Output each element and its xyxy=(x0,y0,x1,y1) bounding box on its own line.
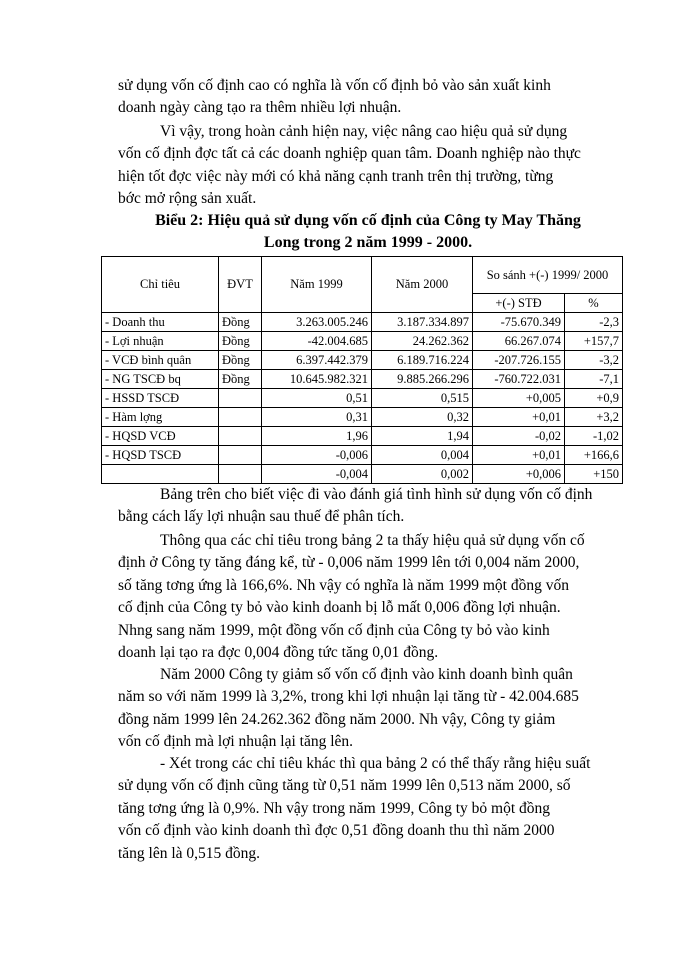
paragraph-4 xyxy=(118,530,618,664)
table-caption xyxy=(118,210,618,254)
row-diff: -207.726.155 xyxy=(473,351,565,370)
row-label: - HQSD VCĐ xyxy=(102,427,219,446)
row-unit xyxy=(219,465,262,484)
row-diff: +0,01 xyxy=(473,408,565,427)
text-line: số tăng tơng ứng là 166,6%. Nh vậy có nghĩa là năm 1999 một đồng vốn xyxy=(118,576,569,594)
table-row xyxy=(102,446,623,465)
text-line: Nhng sang năm 1999, một đồng vốn cố định của Công ty bỏ vào kinh xyxy=(118,621,550,639)
row-1999: 3.263.005.246 xyxy=(262,313,372,332)
row-2000: 1,94 xyxy=(372,427,473,446)
text-line: đồng năm 1999 lên 24.262.362 đồng năm 2000. Nh vậy, Công ty giảm xyxy=(118,710,556,728)
text-line: vốn cố định vào kinh doanh thì đợc 0,51 đồng doanh thu thì năm 2000 xyxy=(118,822,555,840)
table-row xyxy=(102,332,623,351)
row-pct: -7,1 xyxy=(565,370,623,389)
text-line: Năm 2000 Công ty giảm số vốn cố định vào kinh doanh bình quân xyxy=(160,666,573,683)
row-pct: +150 xyxy=(565,465,623,484)
fixed-capital-efficiency-table xyxy=(101,256,623,484)
table-row xyxy=(102,427,623,446)
row-2000: 3.187.334.897 xyxy=(372,313,473,332)
table-row xyxy=(102,313,623,332)
row-unit: Đồng xyxy=(219,370,262,389)
table-row xyxy=(102,389,623,408)
row-unit xyxy=(219,446,262,465)
text-line: bớc mở rộng sản xuất. xyxy=(118,190,257,208)
text-line: tăng tơng ứng là 0,9%. Nh vậy trong năm 1999, Công ty bỏ một đồng xyxy=(118,799,551,817)
header-diff: +(-) STĐ xyxy=(473,294,565,313)
text-line: hiện tốt đợc việc này mới có khả năng cạnh tranh trên thị trường, từng xyxy=(118,167,554,185)
row-2000: 9.885.266.296 xyxy=(372,370,473,389)
text-line: cố định của Công ty bỏ vào kinh doanh bị lỗ mất 0,006 đồng lợi nhuận. xyxy=(118,599,561,617)
text-line: vốn cố định đợc tất cả các doanh nghiệp quan tâm. Doanh nghiệp nào thực xyxy=(118,145,581,163)
caption-line: Biểu 2: Hiệu quả sử dụng vốn cố định của Công ty May Thăng xyxy=(155,212,581,229)
row-2000: 0,002 xyxy=(372,465,473,484)
text-line: - Xét trong các chỉ tiêu khác thì qua bảng 2 có thể thấy rằng hiệu suất xyxy=(160,755,591,772)
table-row xyxy=(102,465,623,484)
row-label: - HQSD TSCĐ xyxy=(102,446,219,465)
row-1999: 0,31 xyxy=(262,408,372,427)
row-label: - HSSD TSCĐ xyxy=(102,389,219,408)
text-line: sử dụng vốn cố định cao có nghĩa là vốn cố định bỏ vào sản xuất kinh xyxy=(118,77,551,94)
row-label: - Doanh thu xyxy=(102,313,219,332)
row-pct: +0,9 xyxy=(565,389,623,408)
header-year-2000: Năm 2000 xyxy=(372,257,473,313)
row-1999: -0,006 xyxy=(262,446,372,465)
table-row xyxy=(102,351,623,370)
text-line: Thông qua các chỉ tiêu trong bảng 2 ta thấy hiệu quả sử dụng vốn cố xyxy=(160,532,585,549)
row-diff: +0,01 xyxy=(473,446,565,465)
row-2000: 0,32 xyxy=(372,408,473,427)
row-unit: Đồng xyxy=(219,313,262,332)
text-line: sử dụng vốn cố định cũng tăng từ 0,51 năm 1999 lên 0,513 năm 2000, số xyxy=(118,777,571,795)
header-year-1999: Năm 1999 xyxy=(262,257,372,313)
text-line: bằng cách lấy lợi nhuận sau thuế để phân tích. xyxy=(118,508,405,526)
row-pct: +157,7 xyxy=(565,332,623,351)
text-line: Bảng trên cho biết việc đi vào đánh giá tình hình sử dụng vốn cố định xyxy=(160,486,593,503)
row-diff: 66.267.074 xyxy=(473,332,565,351)
row-2000: 0,515 xyxy=(372,389,473,408)
row-1999: 1,96 xyxy=(262,427,372,446)
row-unit: Đồng xyxy=(219,332,262,351)
row-1999: 6.397.442.379 xyxy=(262,351,372,370)
row-label: - NG TSCĐ bq xyxy=(102,370,219,389)
row-pct: +166,6 xyxy=(565,446,623,465)
row-unit xyxy=(219,408,262,427)
row-label: - Lợi nhuận xyxy=(102,332,219,351)
header-compare: So sánh +(-) 1999/ 2000 xyxy=(473,257,623,294)
paragraph-5 xyxy=(118,664,618,754)
top-paragraph xyxy=(118,75,618,120)
text-line: định ở Công ty tăng đáng kể, từ - 0,006 năm 1999 lên tới 0,004 năm 2000, xyxy=(118,554,580,572)
table-row xyxy=(102,370,623,389)
row-unit: Đồng xyxy=(219,351,262,370)
row-diff: -760.722.031 xyxy=(473,370,565,389)
paragraph-2 xyxy=(118,121,618,211)
row-pct: -1,02 xyxy=(565,427,623,446)
caption-line: Long trong 2 năm 1999 - 2000. xyxy=(263,234,473,251)
text-line: Vì vậy, trong hoàn cảnh hiện nay, việc nâng cao hiệu quả sử dụng xyxy=(160,123,568,140)
row-label: - Hàm lợng xyxy=(102,408,219,427)
row-1999: -42.004.685 xyxy=(262,332,372,351)
row-unit xyxy=(219,389,262,408)
row-unit xyxy=(219,427,262,446)
row-pct: -2,3 xyxy=(565,313,623,332)
row-1999: -0,004 xyxy=(262,465,372,484)
row-label xyxy=(102,465,219,484)
table-row xyxy=(102,408,623,427)
row-1999: 10.645.982.321 xyxy=(262,370,372,389)
paragraph-6 xyxy=(118,753,618,865)
row-pct: -3,2 xyxy=(565,351,623,370)
header-pct: % xyxy=(565,294,623,313)
row-label: - VCĐ bình quân xyxy=(102,351,219,370)
row-diff: +0,006 xyxy=(473,465,565,484)
paragraph-3 xyxy=(118,484,618,529)
row-diff: -75.670.349 xyxy=(473,313,565,332)
text-line: doanh ngày càng tạo ra thêm nhiều lợi nhuận. xyxy=(118,99,402,117)
text-line: doanh lại tạo ra đợc 0,004 đồng tức tăng 0,01 đồng. xyxy=(118,644,439,662)
row-diff: +0,005 xyxy=(473,389,565,408)
row-2000: 24.262.362 xyxy=(372,332,473,351)
text-line: tăng lên là 0,515 đồng. xyxy=(118,844,261,862)
header-indicator: Chỉ tiêu xyxy=(102,257,219,313)
row-2000: 6.189.716.224 xyxy=(372,351,473,370)
header-unit: ĐVT xyxy=(219,257,262,313)
row-pct: +3,2 xyxy=(565,408,623,427)
row-1999: 0,51 xyxy=(262,389,372,408)
row-2000: 0,004 xyxy=(372,446,473,465)
text-line: vốn cố định mà lợi nhuận lại tăng lên. xyxy=(118,733,354,751)
text-line: năm so với năm 1999 là 3,2%, trong khi lợi nhuận lại tăng từ - 42.004.685 xyxy=(118,688,579,706)
row-diff: -0,02 xyxy=(473,427,565,446)
